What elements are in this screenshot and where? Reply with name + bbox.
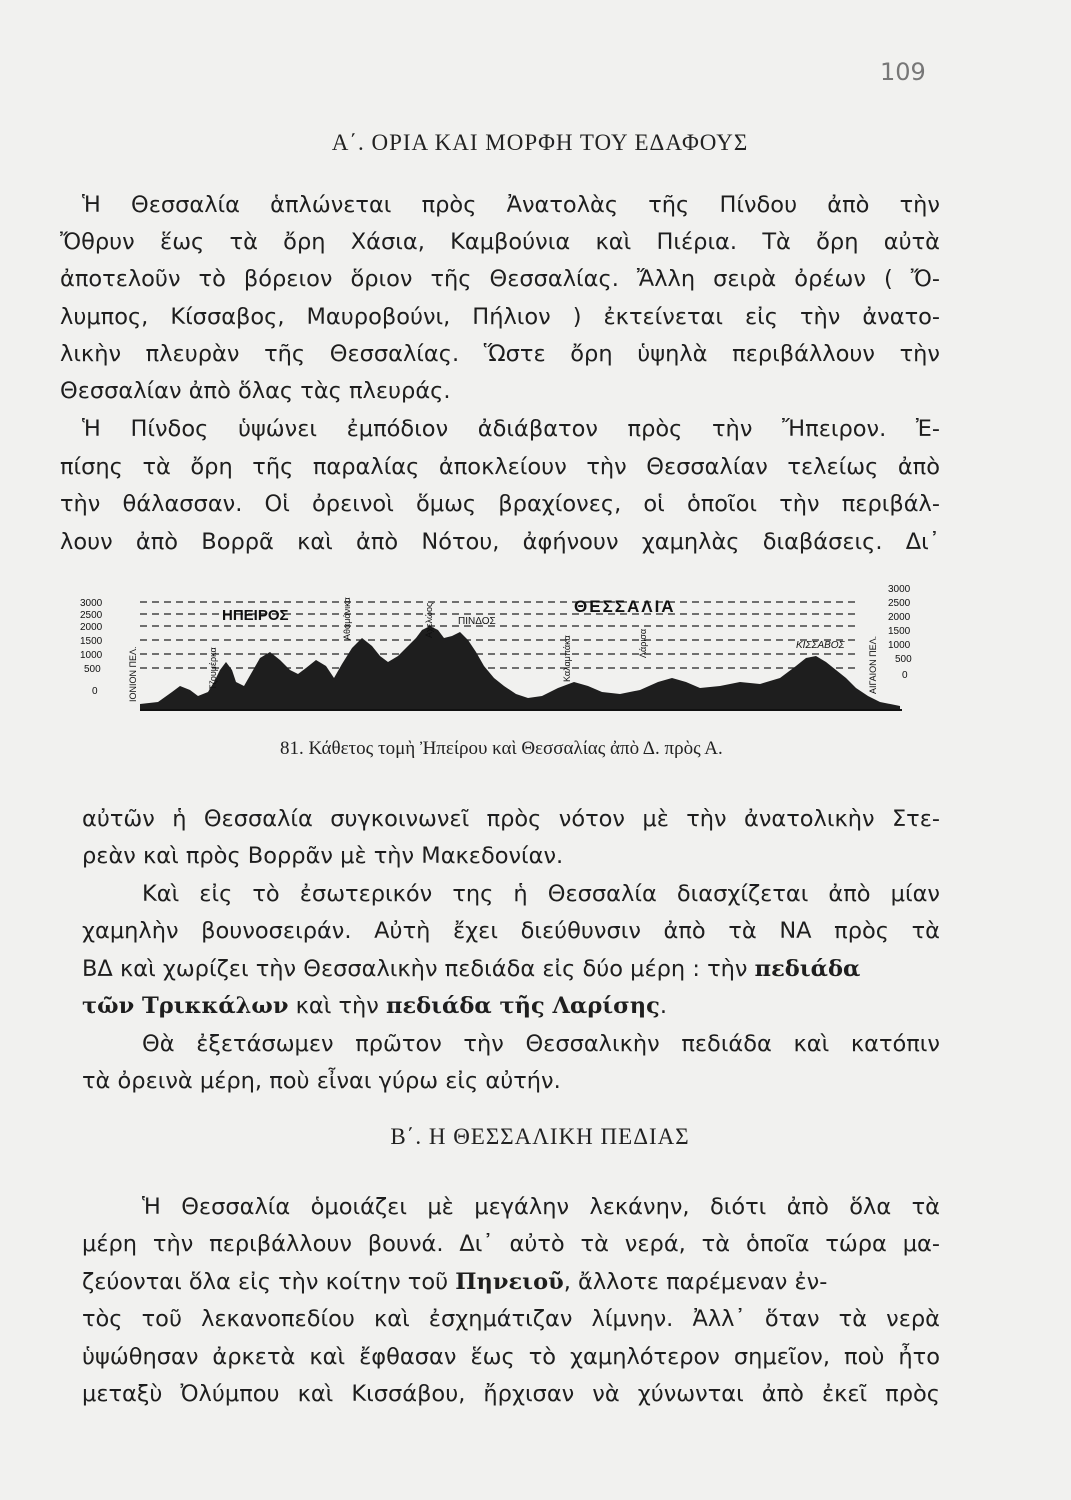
bold-term: Πηνειοῦ [455,1269,564,1295]
left-tick: 2500 [80,610,103,621]
text-line: μέρη τὴν περιβάλλουν βουνά. Δι᾽ αὐτὸ τὰ νερά, τὰ ὁποῖα τώρα μα- [82,1231,940,1257]
text-run: ζεύονται ὅλα εἰς τὴν κοίτην τοῦ [82,1269,456,1295]
section-heading-a: Α΄. ΟΡΙΑ ΚΑΙ ΜΟΡΦΗ ΤΟΥ ΕΔΑΦΟΥΣ [331,130,749,155]
figure-caption: 81. Κάθετος τομὴ Ἠπείρου καὶ Θεσσαλίας ἀπὸ Δ. πρὸς Α. [280,738,723,759]
bold-term: τῶν Τρικκάλων [82,993,289,1019]
text-line: πίσης τὰ ὄρη τῆς παραλίας ἀποκλείουν τὴν Θεσσαλίαν τελείως ἀπὸ [60,454,940,480]
text-line: χαμηλὴν βουνοσειράν. Αὐτὴ ἔχει διεύθυνσιν ἀπὸ τὰ ΝΑ πρὸς τὰ [82,918,940,944]
text-line: ρεὰν καὶ πρὸς Βορρᾶν μὲ τὴν Μακεδονίαν. [82,843,564,869]
text-line [82,956,860,982]
text-run: , ἄλλοτε παρέμεναν ἐν- [563,1269,828,1295]
label-thessaly: ΘΕΣΣΑΛΙΑ [574,597,676,616]
vertical-label: Τζουμέρκα [208,647,218,690]
bold-term: πεδιάδα τῆς Λαρίσης [386,993,660,1019]
text-line: λικὴν πλευρὰν τῆς Θεσσαλίας. Ὥστε ὄρη ὑψηλὰ περιβάλλουν τὴν [60,341,940,367]
text-line: Ὄθρυν ἕως τὰ ὄρη Χάσια, Καμβούνια καὶ Πιέρια. Τὰ ὄρη αὐτὰ [60,229,940,255]
right-tick: 1500 [888,626,911,637]
right-tick: 2500 [888,598,911,609]
text-run: . [659,993,667,1019]
left-tick: 1000 [80,650,103,661]
text-line: ἀποτελοῦν τὸ βόρειον ὅριον τῆς Θεσσαλίας. Ἄλλη σειρὰ ὀρέων ( Ὄ- [60,266,940,292]
label-epirus: ΗΠΕΙΡΟΣ [222,607,289,624]
left-tick: 1500 [80,636,103,647]
left-altitude-axis [80,598,103,697]
right-tick: 500 [895,654,912,665]
text-line: αὐτῶν ἡ Θεσσαλία συγκοινωνεῖ πρὸς νότον μὲ τὴν ἀνατολικὴν Στε- [82,806,940,832]
vertical-label: Λάρισα [638,628,648,658]
text-line: λυμπος, Κίσσαβος, Μαυροβούνι, Πήλιον ) ἐκτείνεται εἰς τὴν ἀνατο- [60,304,940,330]
vertical-label: ΑΙΓΑΙΟΝ ΠΕΛ. [868,635,878,694]
text-line [82,1269,827,1295]
vertical-label: Καλαμπάκα [562,635,572,682]
vertical-label: Αθαμάνικα [342,597,352,640]
left-tick: 2000 [80,622,103,633]
text-line: τὴν θάλασσαν. Οἱ ὀρεινοὶ ὅμως βραχίονες, οἱ ὁποῖοι τὴν περιβάλ- [60,491,940,517]
right-altitude-axis [888,584,912,681]
vertical-label: Αχελώος [424,602,434,638]
left-tick: 3000 [80,598,103,609]
text-line: Ἡ Θεσσαλία ὁμοιάζει μὲ μεγάλην λεκάνην, διότι ἀπὸ ὅλα τὰ [142,1194,940,1220]
text-line: μεταξὺ Ὀλύμπου καὶ Κισσάβου, ἤρχισαν νὰ χύνωνται ἀπὸ ἐκεῖ πρὸς [82,1381,940,1407]
text-line: Καὶ εἰς τὸ ἐσωτερικόν της ἡ Θεσσαλία διασχίζεται ἀπὸ μίαν [142,881,940,907]
section-heading-b: Β΄. Η ΘΕΣΣΑΛΙΚΗ ΠΕΔΙΑΣ [390,1124,690,1149]
text-line: τὰ ὀρεινὰ μέρη, ποὺ εἶναι γύρω εἰς αὐτήν. [82,1068,561,1094]
text-line: Ἡ Θεσσαλία ἁπλώνεται πρὸς Ἀνατολὰς τῆς Πίνδου ἀπὸ τὴν [82,192,940,218]
bold-term: πεδιάδα [754,956,861,982]
page-number: 109 [880,58,926,86]
text-line [82,993,667,1019]
label-ossa: ΚΙΣΣΑΒΟΣ [796,640,845,651]
text-line: τὸς τοῦ λεκανοπεδίου καὶ ἐσχημάτιζαν λίμνην. Ἀλλ᾽ ὅταν τὰ νερὰ [82,1306,940,1332]
left-tick: 500 [84,664,101,675]
text-line: Ἡ Πίνδος ὑψώνει ἐμπόδιον ἀδιάβατον πρὸς τὴν Ἤπειρον. Ἐ- [82,416,940,442]
left-tick: 0 [92,686,98,697]
text-line: Θὰ ἐξετάσωμεν πρῶτον τὴν Θεσσαλικὴν πεδιάδα καὶ κατόπιν [142,1031,940,1057]
cross-section-figure [80,578,960,718]
right-tick: 0 [902,670,908,681]
vertical-label: ΙΟΝΙΟΝ ΠΕΛ. [128,646,138,702]
right-tick: 3000 [888,584,911,595]
text-line: ὑψώθησαν ἀρκετὰ καὶ ἔφθασαν ἕως τὸ χαμηλότερον σημεῖον, ποὺ ἦτο [82,1344,940,1370]
text-run: ΒΔ καὶ χωρίζει τὴν Θεσσαλικὴν πεδιάδα εἰς δύο μέρη : τὴν [82,956,748,982]
text-line: Θεσσαλίαν ἀπὸ ὅλας τὰς πλευράς. [60,378,451,404]
label-pindos: ΠΙΝΔΟΣ [458,616,496,627]
text-run: καὶ τὴν [288,993,387,1019]
text-line: λουν ἀπὸ Βορρᾶ καὶ ἀπὸ Νότου, ἀφήνουν χαμηλὰς διαβάσεις. Δι᾽ [60,529,940,555]
right-tick: 1000 [888,640,911,651]
right-tick: 2000 [888,612,911,623]
